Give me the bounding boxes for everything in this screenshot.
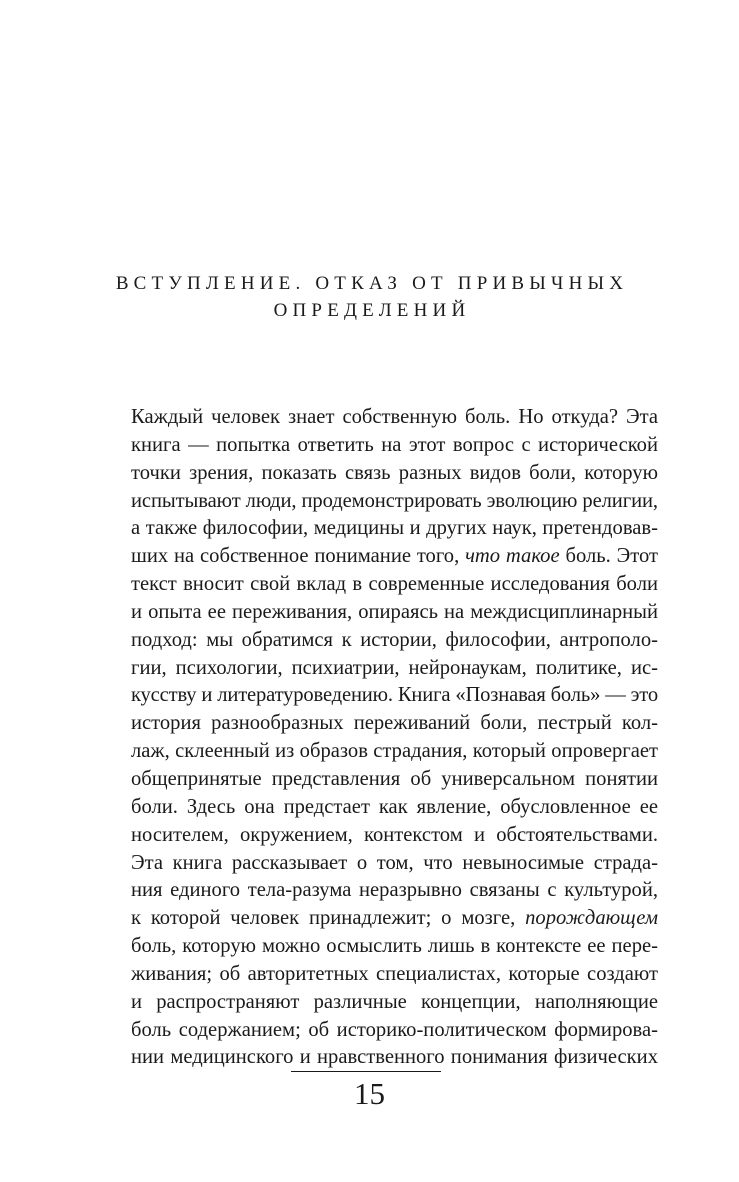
text-segment: ших на собственное понимание того, bbox=[131, 545, 466, 568]
text-line bbox=[131, 738, 658, 766]
text-line-content: история разнообразных переживаний боли, пестрый кол- bbox=[131, 712, 658, 735]
text-line-content: книга — попытка ответить на этот вопрос с исторической bbox=[131, 433, 658, 456]
text-line bbox=[131, 850, 658, 878]
text-line-content: боли. Здесь она предстает как явление, обусловленное ее bbox=[131, 795, 658, 818]
text-line bbox=[131, 627, 658, 655]
body-text bbox=[131, 404, 658, 1072]
text-line bbox=[131, 710, 658, 738]
text-line-content: живания; об авторитетных специалистах, которые создают bbox=[131, 962, 658, 985]
text-line bbox=[131, 989, 658, 1017]
text-line bbox=[131, 1044, 658, 1072]
text-line-content: а также философии, медицины и других наук, претендовав- bbox=[131, 517, 658, 540]
text-line bbox=[131, 571, 658, 599]
text-line-content: кусству и литературоведению. Книга «Познавая боль» — это bbox=[131, 684, 658, 707]
text-line bbox=[131, 794, 658, 822]
text-line-content bbox=[131, 905, 658, 933]
text-line bbox=[131, 655, 658, 683]
text-line bbox=[131, 432, 658, 460]
text-line-content: подход: мы обратимся к истории, философии, антрополо- bbox=[131, 628, 658, 651]
text-line-content: Каждый человек знает собственную боль. Но откуда? Эта bbox=[131, 406, 658, 428]
text-line bbox=[131, 515, 658, 543]
text-line-content: испытывают люди, продемонстрировать эволюцию религии, bbox=[131, 489, 658, 512]
text-line-content: общепринятые представления об универсальном понятии bbox=[131, 767, 658, 790]
text-line-content: Эта книга рассказывает о том, что невыносимые страда- bbox=[131, 851, 658, 874]
text-line bbox=[131, 905, 658, 933]
text-line bbox=[131, 933, 658, 961]
text-line bbox=[131, 488, 658, 516]
text-line-content: ния единого тела-разума неразрывно связаны с культурой, bbox=[131, 879, 658, 902]
chapter-heading-line-2: ОПРЕДЕЛЕНИЙ bbox=[273, 300, 471, 321]
chapter-heading-line-1: ВСТУПЛЕНИЕ. ОТКАЗ ОТ ПРИВЫЧНЫХ bbox=[115, 273, 629, 294]
text-line bbox=[131, 877, 658, 905]
italic-phrase: что такое bbox=[465, 545, 560, 568]
text-line-content: носителем, окружением, контекстом и обстоятельствами. bbox=[131, 823, 658, 846]
text-line bbox=[131, 599, 658, 627]
text-line bbox=[131, 766, 658, 794]
chapter-heading bbox=[0, 270, 739, 324]
text-line-content: и распространяют различные концепции, наполняющие bbox=[131, 990, 658, 1013]
text-line-content: боль содержанием; об историко-политическом формирова- bbox=[131, 1018, 658, 1041]
text-line-content: точки зрения, показать связь разных видов боли, которую bbox=[131, 461, 658, 484]
text-line-content: и опыта ее переживания, опираясь на междисциплинарный bbox=[131, 600, 658, 623]
text-line-content bbox=[131, 543, 658, 571]
text-line-content: текст вносит свой вклад в современные исследования боли bbox=[131, 573, 658, 596]
text-line-content: лаж, склеенный из образов страдания, который опровергает bbox=[131, 740, 658, 763]
text-line bbox=[131, 404, 658, 432]
text-line bbox=[131, 822, 658, 850]
page-number: 15 bbox=[354, 1076, 385, 1111]
text-line-content: боль, которую можно осмыслить лишь в контексте ее пере- bbox=[131, 935, 658, 958]
text-segment: боль. Этот bbox=[559, 545, 658, 568]
text-line bbox=[131, 961, 658, 989]
text-line bbox=[131, 682, 658, 710]
text-line-content: гии, психологии, психиатрии, нейронаукам, политике, ис- bbox=[131, 656, 658, 679]
text-line-content: нии медицинского и нравственного понимания физических bbox=[131, 1046, 658, 1069]
footer-rule bbox=[291, 1071, 441, 1072]
italic-phrase: порождающем bbox=[525, 907, 658, 930]
text-line bbox=[131, 543, 658, 571]
text-segment: к которой человек принадлежит; о мозге, bbox=[131, 907, 526, 930]
text-line bbox=[131, 1017, 658, 1045]
text-line bbox=[131, 460, 658, 488]
